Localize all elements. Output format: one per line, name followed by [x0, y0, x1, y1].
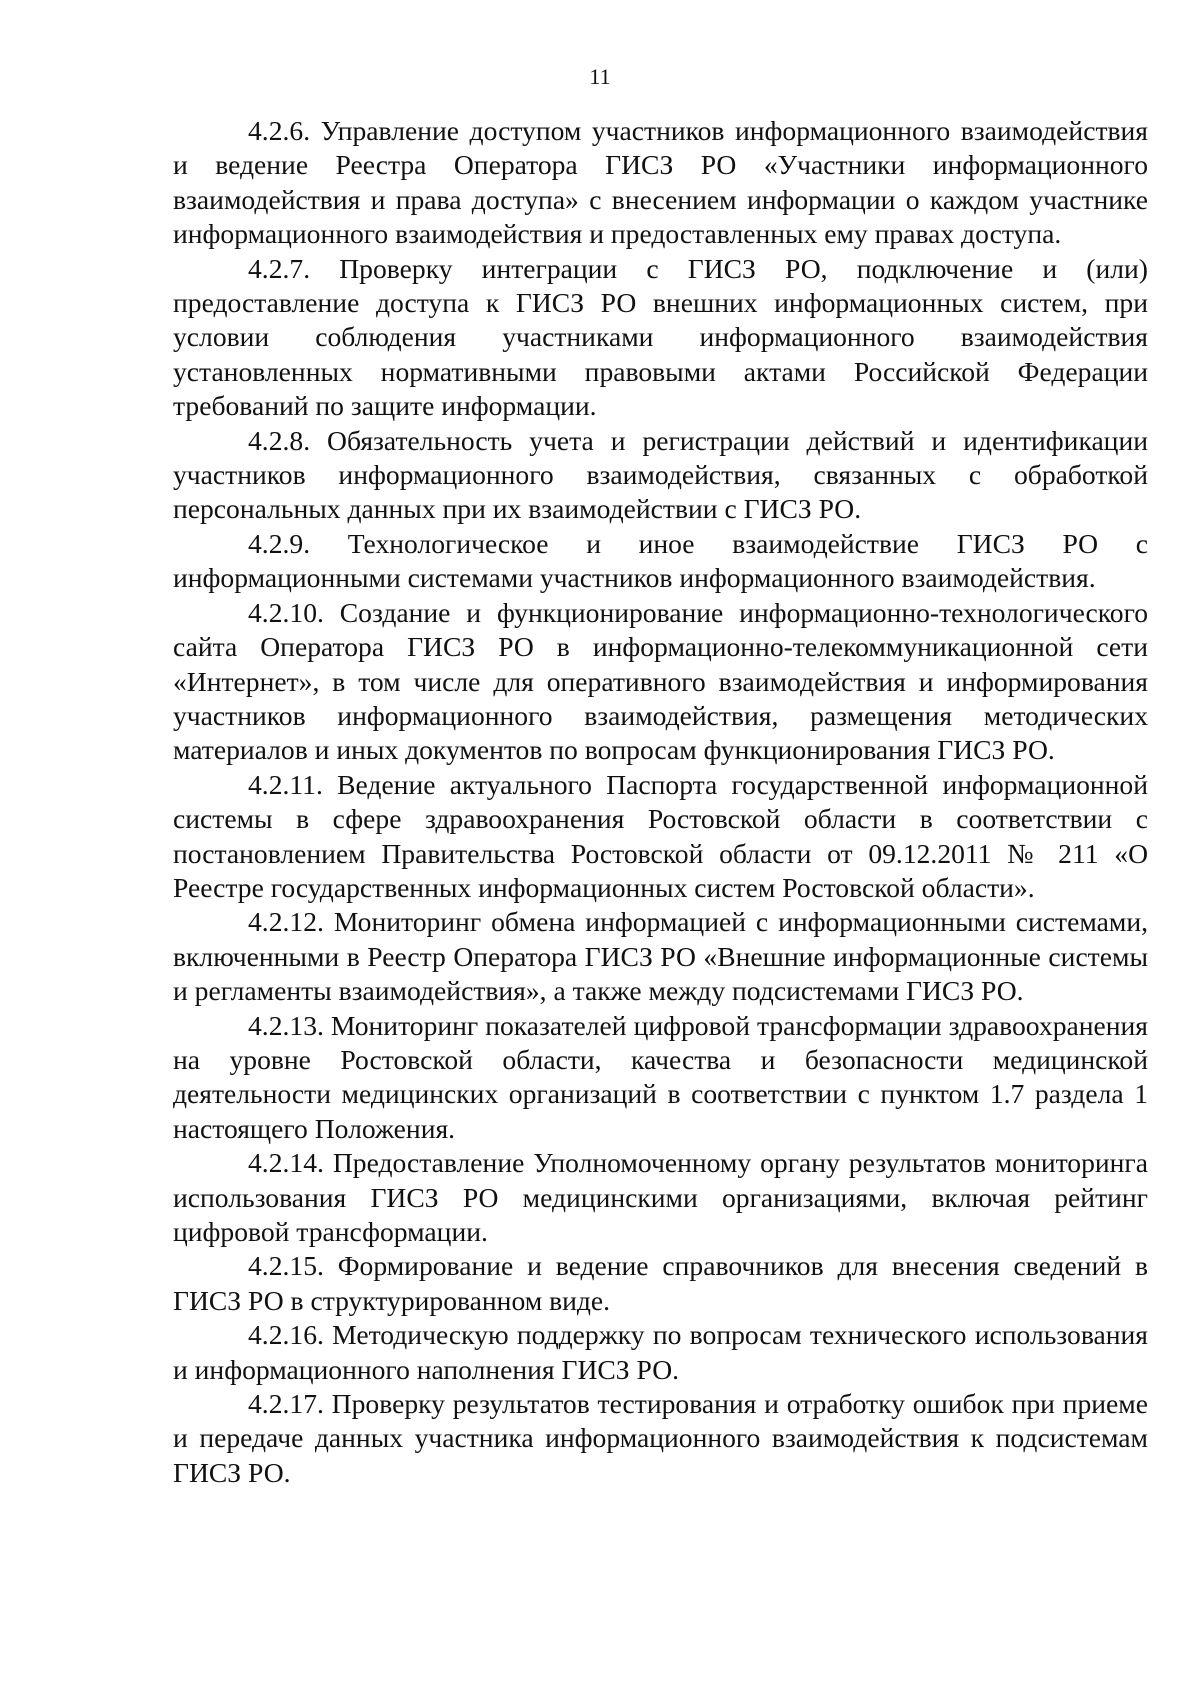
paragraph-4-2-16: 4.2.16. Методическую поддержку по вопросам технического использования и информационного наполнения ГИСЗ РО. [173, 1319, 1148, 1385]
paragraph-4-2-12: 4.2.12. Мониторинг обмена информацией с информационными системами, включенными в Реестр Оператора ГИСЗ РО «Внешние информационные системы и регламенты взаимодействия», а также между подсистемами ГИСЗ РО. [173, 906, 1148, 1007]
paragraph-4-2-15: 4.2.15. Формирование и ведение справочников для внесения сведений в ГИСЗ РО в структурированном виде. [173, 1250, 1148, 1316]
paragraph-4-2-6: 4.2.6. Управление доступом участников информационного взаимодействия и ведение Реестра Оператора ГИСЗ РО «Участники информационного взаимодействия и права доступа» с внесением информации о каждом участнике информационного взаимодействия и предоставленных ему правах доступа. [173, 115, 1148, 250]
paragraph-4-2-17: 4.2.17. Проверку результатов тестирования и отработку ошибок при приеме и передаче данных участника информационного взаимодействия к подсистемам ГИСЗ РО. [173, 1388, 1148, 1488]
paragraph-4-2-14: 4.2.14. Предоставление Уполномоченному органу результатов мониторинга использования ГИСЗ РО медицинскими организациями, включая рейтинг цифровой трансформации. [173, 1147, 1148, 1247]
paragraph-4-2-9: 4.2.9. Технологическое и иное взаимодействие ГИСЗ РО с информационными системами участников информационного взаимодействия. [173, 527, 1148, 594]
paragraph-4-2-13: 4.2.13. Мониторинг показателей цифровой трансформации здравоохранения на уровне Ростовской области, качества и безопасности медицинской деятельности медицинских организаций в соответствии с пунктом 1.7 раздела 1 настоящего Положения. [173, 1009, 1148, 1144]
page-number: 11 [589, 64, 611, 89]
document-body [173, 114, 1148, 1490]
paragraph-4-2-7: 4.2.7. Проверку интеграции с ГИСЗ РО, подключение и (или) предоставление доступа к ГИСЗ РО внешних информационных систем, при условии соблюдения участниками информационного взаимодействия установленных нормативными правовыми актами Российской Федерации требований по защите информации. [173, 252, 1148, 422]
paragraph-4-2-11: 4.2.11. Ведение актуального Паспорта государственной информационной системы в сфере здравоохранения Ростовской области в соответствии с постановлением Правительства Ростовской области от 09.12.2011 № 211 «О Реестре государственных информационных систем Ростовской области». [173, 768, 1148, 903]
paragraph-4-2-10: 4.2.10. Создание и функционирование информационно-технологического сайта Оператора ГИСЗ РО в информационно-телекоммуникационной сети «Интернет», в том числе для оперативного взаимодействия и информирования участников информационного взаимодействия, размещения методических материалов и иных документов по вопросам функционирования ГИСЗ РО. [173, 596, 1148, 766]
paragraph-4-2-8: 4.2.8. Обязательность учета и регистрации действий и идентификации участников информационного взаимодействия, связанных с обработкой персональных данных при их взаимодействии с ГИСЗ РО. [173, 424, 1148, 525]
